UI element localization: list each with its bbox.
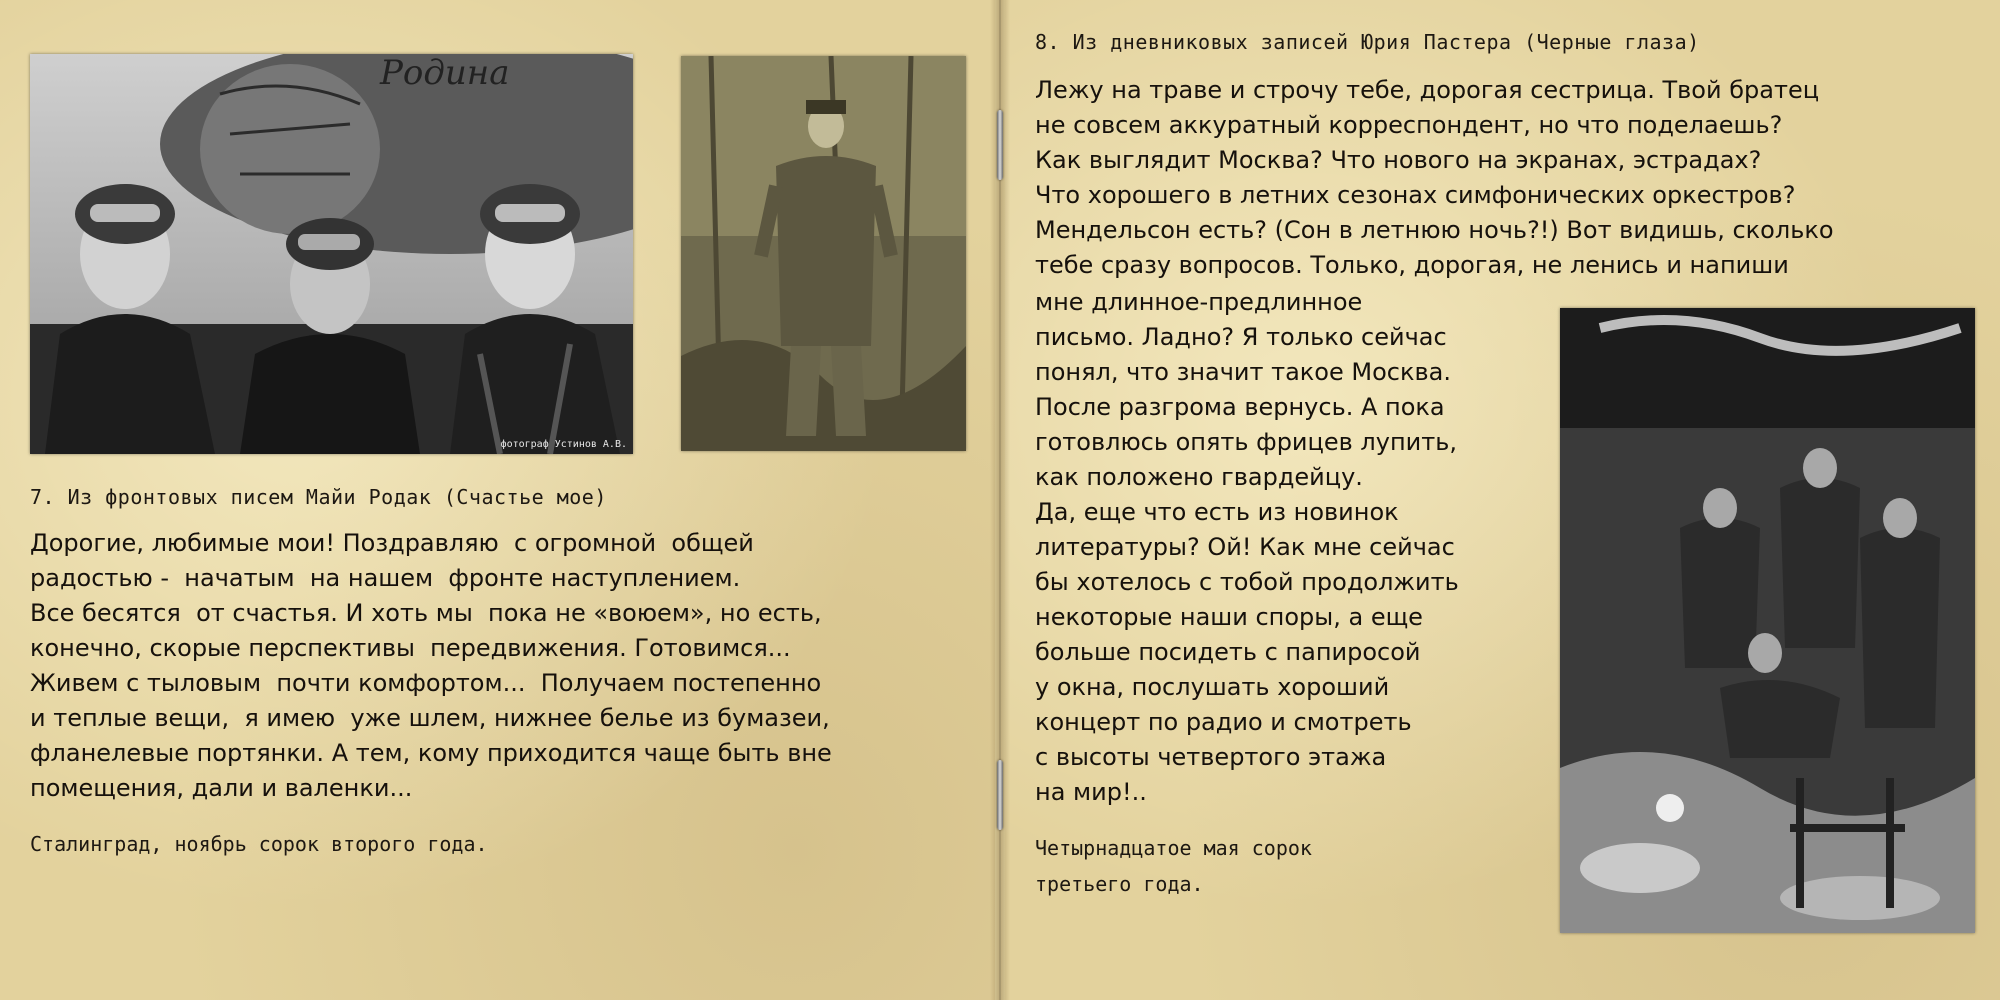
letter-7-line: фланелевые портянки. А тем, кому приходится чаще быть вне: [30, 739, 832, 767]
letter-7-line: радостью - начатым на нашем фронте наступлением.: [30, 564, 741, 592]
letter-8-line: тебе сразу вопросов. Только, дорогая, не ленись и напиши: [1035, 251, 1789, 279]
letter-8-line: литературы? Ой! Как мне сейчас: [1035, 533, 1455, 561]
letter-7-line: Все бесятся от счастья. И хоть мы пока не «воюем», но есть,: [30, 599, 822, 627]
letter-8-line: как положено гвардейцу.: [1035, 463, 1363, 491]
letter-8-line: у окна, послушать хороший: [1035, 673, 1390, 701]
letter-8-line: Что хорошего в летних сезонах симфонических оркестров?: [1035, 181, 1796, 209]
letter-7-line: конечно, скорые перспективы передвижения. Готовимся...: [30, 634, 791, 662]
soldiers-photo-image: [1560, 308, 1975, 933]
letter-7-text: [30, 526, 832, 806]
letter-8-line: После разгрома вернусь. А пока: [1035, 393, 1445, 421]
letter-8-line: бы хотелось с тобой продолжить: [1035, 568, 1459, 596]
letter-8-line: Лежу на траве и строчу тебе, дорогая сестрица. Твой братец: [1035, 76, 1820, 104]
letter-8-line: понял, что значит такое Москва.: [1035, 358, 1451, 386]
letter-8-line: с высоты четвертого этажа: [1035, 743, 1387, 771]
signoff-line: Сталинград, ноябрь сорок второго года.: [30, 832, 488, 856]
officer-photo-image: [681, 56, 966, 451]
letter-7-heading: 7. Из фронтовых писем Майи Родак (Счастье мое): [30, 485, 607, 509]
letter-8-text-narrow: [1035, 285, 1459, 810]
right-page: [1005, 0, 2000, 1000]
photo-credit: фотограф Устинов А.В.: [500, 439, 627, 450]
letter-8-heading: 8. Из дневниковых записей Юрия Пастера (Черные глаза): [1035, 30, 1700, 54]
signoff-line: Четырнадцатое мая сорок: [1035, 836, 1312, 860]
svg-text:Родина: Родина: [380, 54, 510, 93]
letter-7-line: помещения, дали и валенки...: [30, 774, 413, 802]
signoff-line: третьего года.: [1035, 872, 1204, 896]
staple-icon: [997, 110, 1003, 180]
left-page: [0, 0, 995, 1000]
letter-8-line: больше посидеть с папиросой: [1035, 638, 1421, 666]
letter-8-line: мне длинное-предлинное: [1035, 288, 1363, 316]
letter-7-line: Живем с тыловым почти комфортом... Получаем постепенно: [30, 669, 822, 697]
photo-soldiers-ruins: [1560, 308, 1975, 933]
letter-8-signoff: [1035, 830, 1312, 902]
letter-8-line: концерт по радио и смотреть: [1035, 708, 1412, 736]
photo-officer-forest: [681, 56, 966, 451]
letter-8-line: Как выглядит Москва? Что нового на экранах, эстрадах?: [1035, 146, 1762, 174]
letter-8-text-wide: [1035, 73, 1834, 283]
staple-icon: [997, 760, 1003, 830]
photo-women-pilots: [30, 54, 633, 454]
letter-7-line: и теплые вещи, я имею уже шлем, нижнее белье из бумазеи,: [30, 704, 830, 732]
letter-8-line: на мир!..: [1035, 778, 1147, 806]
letter-8-line: Да, еще что есть из новинок: [1035, 498, 1399, 526]
letter-7-line: Дорогие, любимые мои! Поздравляю с огромной общей: [30, 529, 754, 557]
letter-8-line: Мендельсон есть? (Сон в летнюю ночь?!) Вот видишь, сколько: [1035, 216, 1834, 244]
letter-8-line: готовлюсь опять фрицев лупить,: [1035, 428, 1457, 456]
letter-7-signoff: [30, 826, 488, 862]
pilots-photo-image: [30, 54, 633, 454]
letter-8-line: не совсем аккуратный корреспондент, но что поделаешь?: [1035, 111, 1783, 139]
letter-8-line: некоторые наши споры, а еще: [1035, 603, 1423, 631]
letter-8-line: письмо. Ладно? Я только сейчас: [1035, 323, 1447, 351]
